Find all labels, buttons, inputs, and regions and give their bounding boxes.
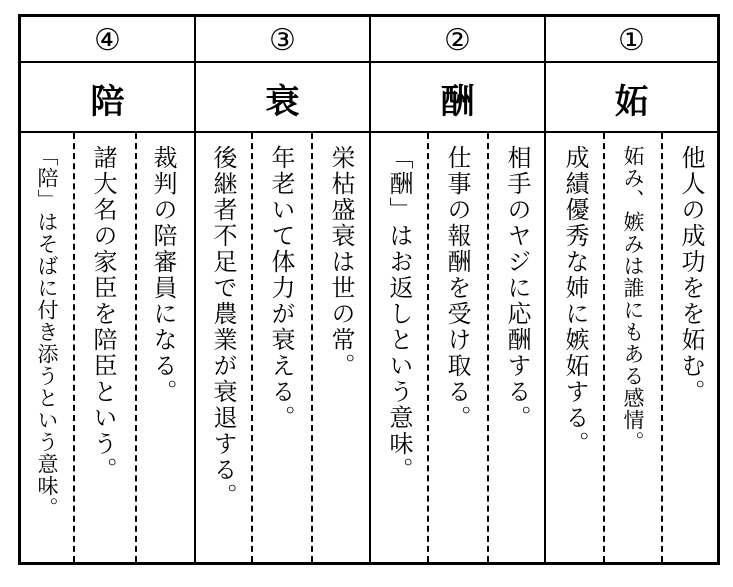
column-number: ④ xyxy=(94,22,121,58)
sentence-divider xyxy=(427,133,429,562)
column-number: ① xyxy=(618,22,645,58)
sentence-divider xyxy=(487,133,489,562)
sentence-divider xyxy=(135,133,137,562)
example-sentence: 成績優秀な姉に嫉妬する。 xyxy=(561,145,589,457)
column-kanji: 陪 xyxy=(90,81,125,122)
sentence-divider xyxy=(661,133,663,562)
example-sentence: 裁判の陪審員になる。 xyxy=(149,145,177,405)
column-kanji: 衰 xyxy=(265,81,300,122)
sentence-divider xyxy=(251,133,253,562)
example-sentence: 「陪」はそばに付き添うという意味。 xyxy=(35,145,59,519)
sentence-divider xyxy=(311,133,313,562)
column-kanji: 酬 xyxy=(440,81,475,122)
example-sentence: 諸大名の家臣を陪臣という。 xyxy=(89,145,117,483)
example-sentence: 妬み、嫉みは誰にもある感情。 xyxy=(621,145,645,453)
column-kanji: 妬 xyxy=(614,81,649,122)
column-number: ③ xyxy=(269,22,296,58)
sentence-divider xyxy=(73,133,75,562)
example-sentence: 年老いて体力が衰える。 xyxy=(267,145,295,431)
sentence-divider xyxy=(603,133,605,562)
example-sentence: 後継者不足で農業が衰退する。 xyxy=(209,145,237,509)
column-number: ② xyxy=(444,22,471,58)
example-sentence: 他人の成功をを妬む。 xyxy=(677,145,705,405)
example-sentence: 相手のヤジに応酬する。 xyxy=(503,145,531,431)
kanji-worksheet-table xyxy=(18,14,720,565)
example-sentence: 栄枯盛衰は世の常。 xyxy=(327,145,355,379)
example-sentence: 「酬」はお返しという意味。 xyxy=(385,145,413,483)
example-sentence: 仕事の報酬を受け取る。 xyxy=(443,145,471,431)
